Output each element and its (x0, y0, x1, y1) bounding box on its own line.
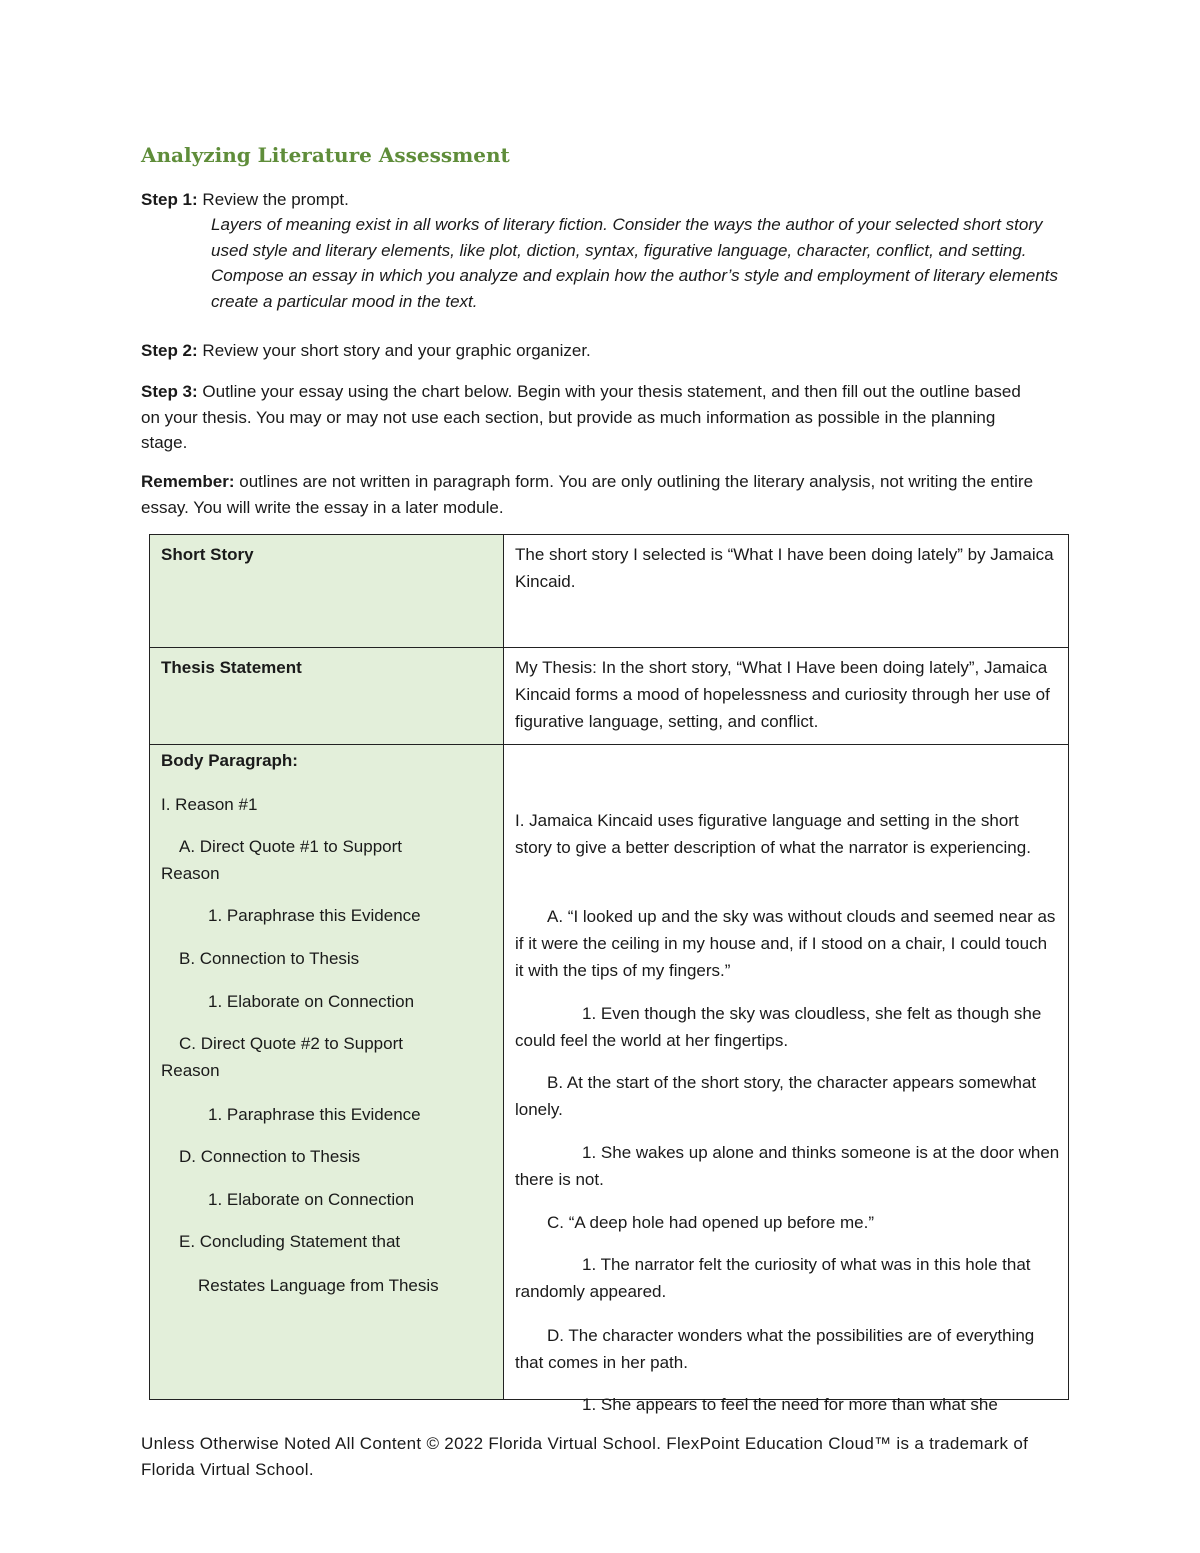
thesis-answer-cell (504, 648, 1069, 745)
step-2-text: Review your short story and your graphic organizer. (197, 341, 591, 360)
answer-connection-2: D. The character wonders what the possibilities are of everything that comes in her path. (515, 1326, 1035, 1372)
body-outline-cell (150, 745, 504, 1400)
essay-prompt: Layers of meaning exist in all works of literary fiction. Consider the ways the author of your selected short story used style and literary elements, like plot, diction, syntax, figurative language, character, conflict, and setting. Compose an essay in which you analyze and explain how the author’s style and employment of literary elements create a particular mood in the text. (211, 215, 1059, 311)
step-1 (141, 187, 1041, 213)
thesis-answer: My Thesis: In the short story, “What I Have been doing lately”, Jamaica Kincaid forms a mood of hopelessness and curiosity through her use of figurative language, setting, and conflict. (515, 658, 1050, 731)
answer-elaborate-1: 1. She wakes up alone and thinks someone is at the door when there is not. (515, 1143, 1060, 1189)
outline-item: D. Connection to Thesis (179, 1147, 361, 1166)
step-1-text: Review the prompt. (197, 190, 349, 209)
outline-item: Restates Language from Thesis (198, 1276, 439, 1295)
answer-connection-1: B. At the start of the short story, the character appears somewhat lonely. (515, 1073, 1037, 1119)
body-answers (504, 745, 1068, 1414)
outline-item: B. Connection to Thesis (179, 949, 360, 968)
answer-paraphrase-2: 1. The narrator felt the curiosity of what was in this hole that randomly appeared. (515, 1255, 1031, 1301)
outline-table (149, 534, 1069, 1414)
step-3-text: Outline your essay using the chart below. Begin with your thesis statement, and then fill out the outline based on your thesis. You may or may not use each section, but provide as much information as possible in the planning stage. (141, 382, 1021, 452)
outline-item: A. Direct Quote #1 to Support (179, 837, 403, 856)
outline-item: 1. Elaborate on Connection (208, 1190, 415, 1209)
step-2-label: Step 2: (141, 341, 198, 360)
step-3 (141, 379, 1041, 456)
table-row-thesis (150, 648, 1069, 745)
outline-item: Reason (161, 1061, 220, 1080)
body-paragraph-label: Body Paragraph: (161, 751, 298, 770)
thesis-label: Thesis Statement (161, 658, 302, 677)
outline-item: Reason (161, 864, 220, 883)
short-story-label: Short Story (161, 545, 254, 564)
outline-item: E. Concluding Statement that (179, 1232, 401, 1251)
answer-paraphrase-1: 1. Even though the sky was cloudless, she felt as though she could feel the world at her fingertips. (515, 1004, 1042, 1050)
step-1-label: Step 1: (141, 190, 198, 209)
table-row-short-story (150, 535, 1069, 648)
outline-item: 1. Elaborate on Connection (208, 992, 415, 1011)
answer-elaborate-2: 1. She appears to feel the need for more than what she (582, 1395, 998, 1414)
short-story-answer: The short story I selected is “What I have been doing lately” by Jamaica Kincaid. (515, 545, 1054, 591)
short-story-label-cell (150, 535, 504, 648)
short-story-answer-cell (504, 535, 1069, 648)
remember-text: outlines are not written in paragraph form. You are only outlining the literary analysis, not writing the entire essay. You will write the essay in a later module. (141, 472, 1034, 517)
document-title: Analyzing Literature Assessment (141, 143, 510, 167)
outline-item: 1. Paraphrase this Evidence (208, 906, 421, 925)
outline-item: C. Direct Quote #2 to Support (179, 1034, 403, 1053)
body-outline (150, 745, 503, 1399)
outline-item: I. Reason #1 (161, 795, 258, 814)
remember-note (141, 469, 1041, 520)
answer-quote-1: A. “I looked up and the sky was without clouds and seemed near as if it were the ceiling in my house and, if I stood on a chair, I could touch it with the tips of my fingers.” (515, 907, 1056, 980)
body-answers-cell (504, 745, 1069, 1414)
remember-label: Remember: (141, 472, 235, 491)
step-3-label: Step 3: (141, 382, 198, 401)
answer-quote-2: C. “A deep hole had opened up before me.” (547, 1213, 875, 1232)
answer-reason: I. Jamaica Kincaid uses figurative language and setting in the short story to give a better description of what the narrator is experiencing. (515, 811, 1031, 857)
table-row-body-paragraph (150, 745, 1069, 1400)
outline-item: 1. Paraphrase this Evidence (208, 1105, 421, 1124)
step-2 (141, 338, 1041, 364)
thesis-label-cell (150, 648, 504, 745)
copyright-footer: Unless Otherwise Noted All Content © 2022 Florida Virtual School. FlexPoint Education Cloud™ is a trademark of Florida Virtual School. (141, 1434, 1029, 1479)
